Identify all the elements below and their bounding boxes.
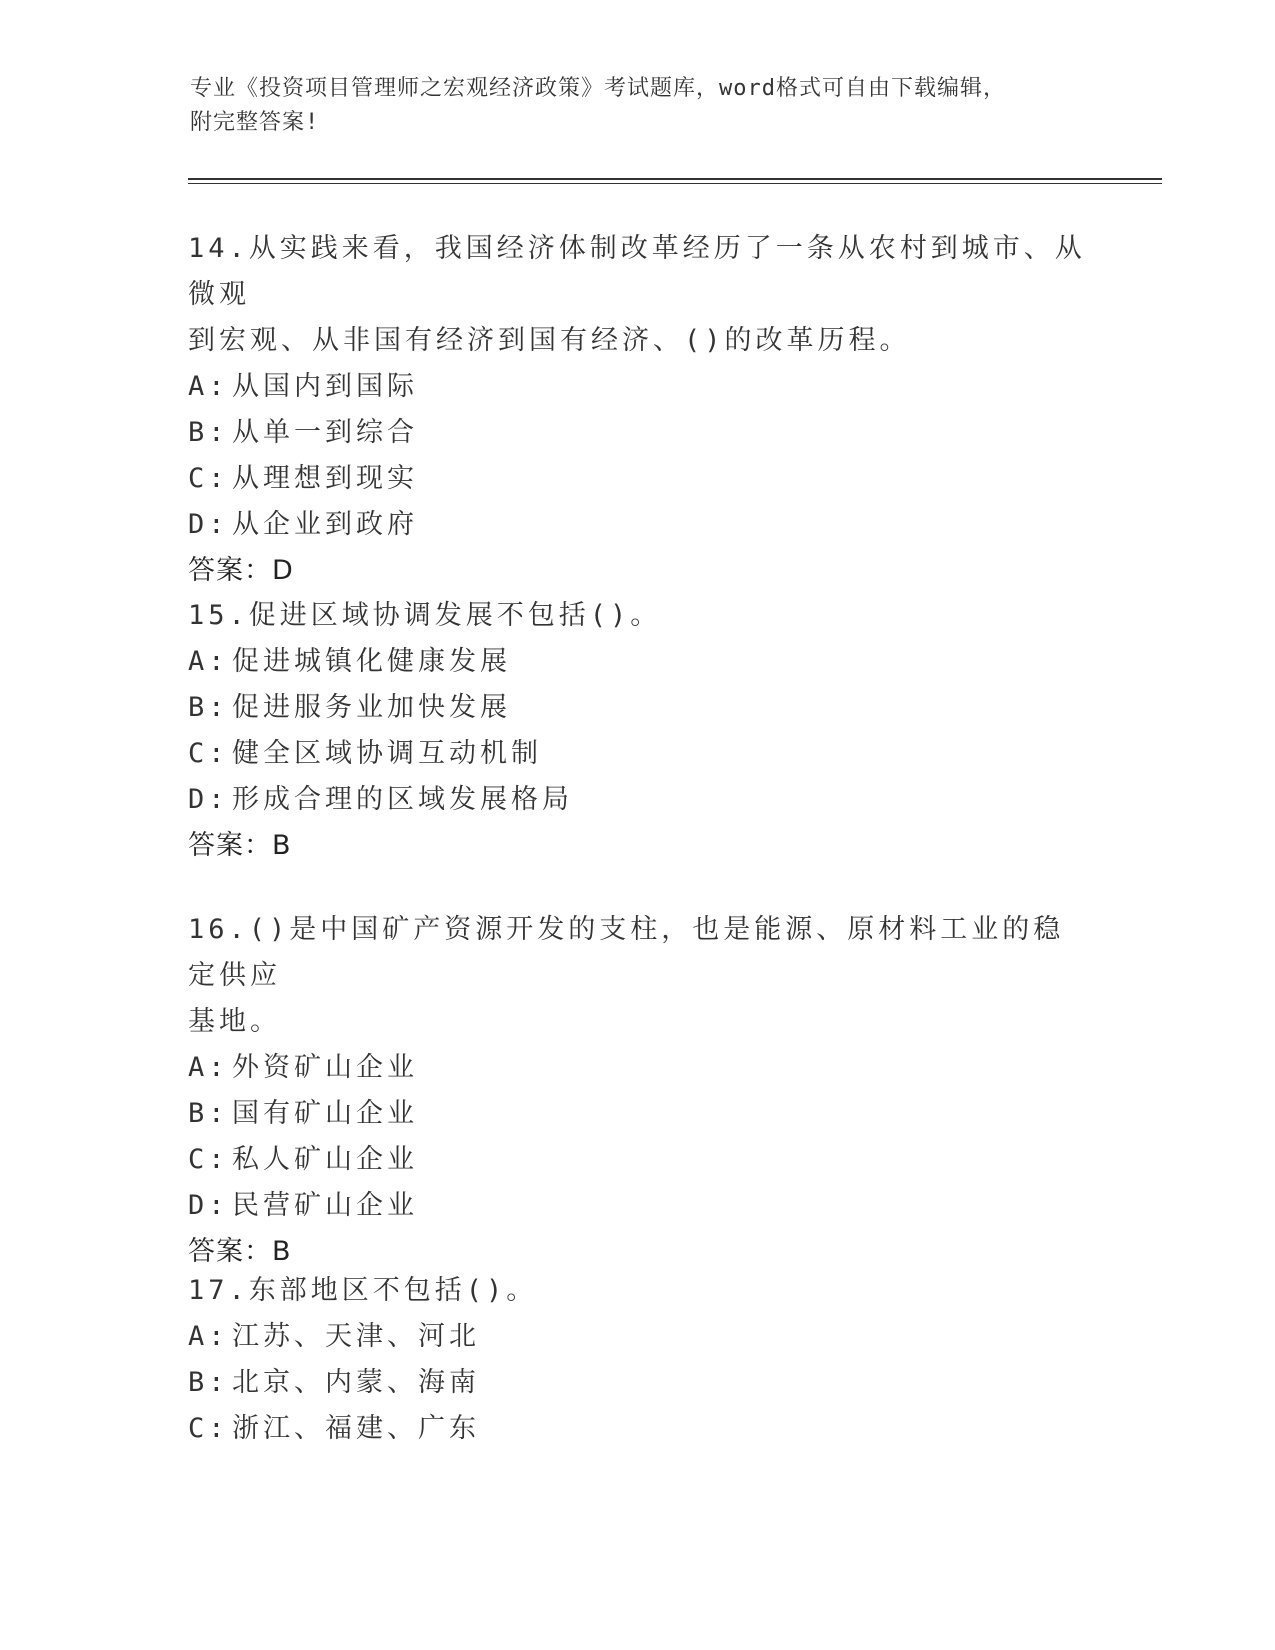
answer-line: 答案：B bbox=[188, 830, 292, 861]
option-b bbox=[188, 685, 1088, 731]
option-text: 外资矿山企业 bbox=[232, 1052, 418, 1083]
option-a bbox=[188, 1314, 1088, 1360]
answer-line: 答案：B bbox=[188, 1236, 292, 1267]
option-a bbox=[188, 1045, 1088, 1091]
option-letter: D: bbox=[188, 784, 229, 815]
question-stem-cont: 基地。 bbox=[188, 1006, 281, 1037]
option-letter: B: bbox=[188, 692, 229, 723]
option-text: 从理想到现实 bbox=[232, 463, 418, 494]
option-letter: D: bbox=[188, 1190, 229, 1221]
option-text: 促进服务业加快发展 bbox=[232, 692, 511, 723]
option-c bbox=[188, 1406, 1088, 1452]
option-b bbox=[188, 410, 1088, 456]
option-text: 促进城镇化健康发展 bbox=[232, 646, 511, 677]
option-letter: C: bbox=[188, 738, 229, 769]
option-text: 江苏、天津、河北 bbox=[232, 1321, 480, 1352]
option-a bbox=[188, 639, 1088, 685]
option-text: 北京、内蒙、海南 bbox=[232, 1367, 480, 1398]
option-letter: A: bbox=[188, 1052, 229, 1083]
question-17 bbox=[188, 1268, 1088, 1452]
option-letter: C: bbox=[188, 1413, 229, 1444]
header-line-2: 附完整答案! bbox=[190, 110, 320, 135]
option-text: 民营矿山企业 bbox=[232, 1190, 418, 1221]
option-text: 形成合理的区域发展格局 bbox=[232, 784, 573, 815]
question-14 bbox=[188, 226, 1088, 594]
option-text: 浙江、福建、广东 bbox=[232, 1413, 480, 1444]
header-line-1: 专业《投资项目管理师之宏观经济政策》考试题库，word格式可自由下载编辑， bbox=[190, 76, 1006, 101]
option-text: 从国内到国际 bbox=[232, 371, 418, 402]
option-letter: A: bbox=[188, 1321, 229, 1352]
option-text: 从企业到政府 bbox=[232, 509, 418, 540]
option-text: 私人矿山企业 bbox=[232, 1144, 418, 1175]
answer-line: 答案：D bbox=[188, 555, 294, 586]
option-c bbox=[188, 731, 1088, 777]
option-d bbox=[188, 1183, 1088, 1229]
option-letter: B: bbox=[188, 1367, 229, 1398]
option-b bbox=[188, 1360, 1088, 1406]
option-letter: A: bbox=[188, 646, 229, 677]
option-letter: A: bbox=[188, 371, 229, 402]
question-stem: 16.()是中国矿产资源开发的支柱，也是能源、原材料工业的稳定供应 bbox=[188, 914, 1065, 991]
option-text: 从单一到综合 bbox=[232, 417, 418, 448]
option-c bbox=[188, 456, 1088, 502]
option-b bbox=[188, 1091, 1088, 1137]
question-stem: 17.东部地区不包括()。 bbox=[188, 1275, 538, 1306]
option-letter: B: bbox=[188, 1098, 229, 1129]
question-stem: 14.从实践来看，我国经济体制改革经历了一条从农村到城市、从微观 bbox=[188, 233, 1086, 310]
question-15 bbox=[188, 593, 1088, 869]
header-divider-thin bbox=[188, 183, 1162, 184]
option-letter: C: bbox=[188, 1144, 229, 1175]
question-stem: 15.促进区域协调发展不包括()。 bbox=[188, 600, 662, 631]
question-16 bbox=[188, 907, 1088, 1275]
option-d bbox=[188, 502, 1088, 548]
option-text: 健全区域协调互动机制 bbox=[232, 738, 542, 769]
option-a bbox=[188, 364, 1088, 410]
option-letter: D: bbox=[188, 509, 229, 540]
option-text: 国有矿山企业 bbox=[232, 1098, 418, 1129]
option-c bbox=[188, 1137, 1088, 1183]
document-header bbox=[190, 72, 1090, 140]
question-stem-cont: 到宏观、从非国有经济到国有经济、()的改革历程。 bbox=[188, 325, 911, 356]
header-divider bbox=[188, 178, 1162, 180]
option-d bbox=[188, 777, 1088, 823]
option-letter: B: bbox=[188, 417, 229, 448]
option-letter: C: bbox=[188, 463, 229, 494]
